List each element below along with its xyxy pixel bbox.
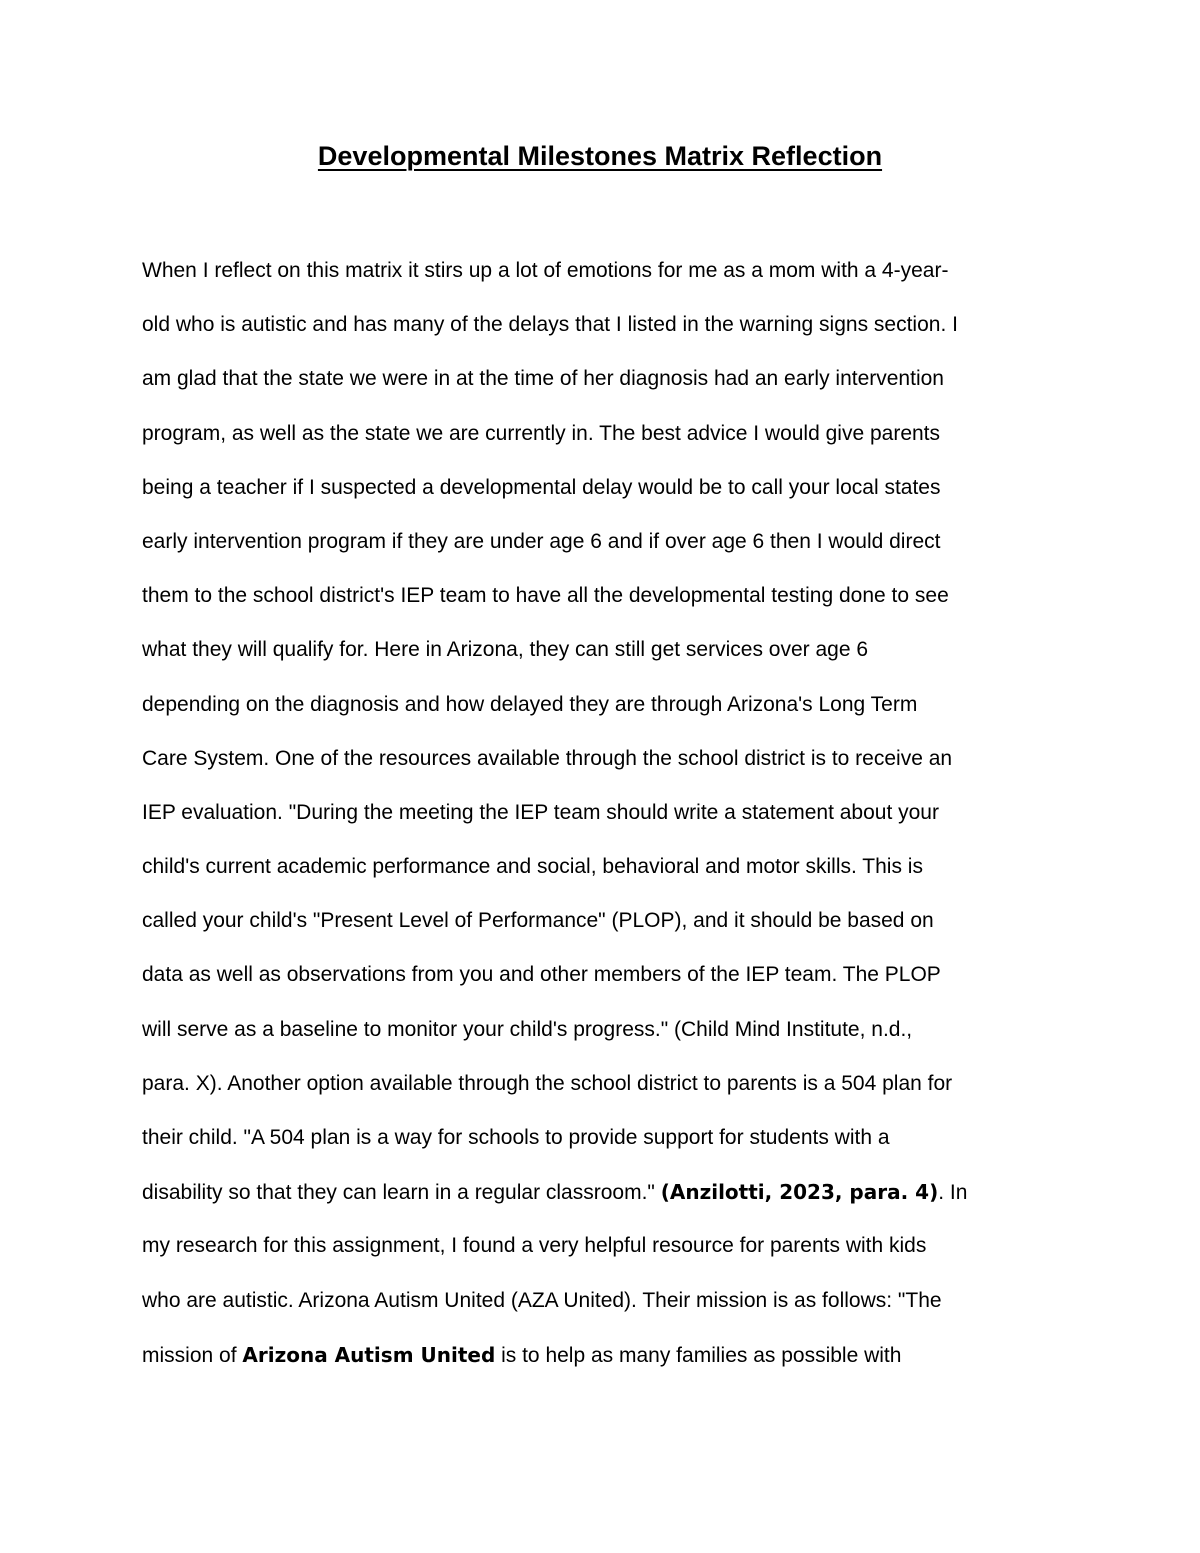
line-text-before-org: mission of (142, 1343, 243, 1367)
body-line: para. X). Another option available through the school district to parents is a 504 plan for (142, 1071, 953, 1095)
line-text-before-citation: disability so that they can learn in a regular classroom." (142, 1181, 661, 1205)
body-line: what they will qualify for. Here in Arizona, they can still get services over age 6 (142, 638, 869, 662)
document-body (142, 253, 1072, 1391)
body-line: child's current academic performance and social, behavioral and motor skills. This is (142, 855, 923, 879)
document-title: Developmental Milestones Matrix Reflection (317, 141, 883, 171)
citation-anzilotti: (Anzilotti, 2023, para. 4) (660, 1180, 939, 1205)
body-line: old who is autistic and has many of the delays that I listed in the warning signs section. I (142, 313, 958, 337)
body-line: program, as well as the state we are currently in. The best advice I would give parents (142, 421, 941, 445)
body-line-with-citation (142, 1174, 1072, 1228)
body-line: early intervention program if they are under age 6 and if over age 6 then I would direct (142, 529, 941, 553)
line-text-after-citation: . In (938, 1181, 968, 1205)
body-line: my research for this assignment, I found a very helpful resource for parents with kids (142, 1234, 927, 1258)
body-line: called your child's "Present Level of Performance" (PLOP), and it should be based on (142, 909, 934, 933)
org-name-bold: Arizona Autism United (242, 1342, 496, 1367)
body-line: them to the school district's IEP team to have all the developmental testing done to see (142, 584, 949, 608)
body-line: will serve as a baseline to monitor your child's progress." (Child Mind Institute, n.d., (142, 1017, 913, 1041)
body-line: am glad that the state we were in at the time of her diagnosis had an early intervention (142, 367, 944, 391)
body-line: When I reflect on this matrix it stirs up a lot of emotions for me as a mom with a 4-year- (142, 259, 949, 282)
body-line: depending on the diagnosis and how delayed they are through Arizona's Long Term (142, 692, 918, 716)
body-line: who are autistic. Arizona Autism United (AZA United). Their mission is as follows: "The (142, 1288, 942, 1312)
body-line-with-org-name (142, 1337, 1072, 1391)
body-line: data as well as observations from you and other members of the IEP team. The PLOP (142, 963, 941, 987)
body-line: their child. "A 504 plan is a way for schools to provide support for students with a (142, 1126, 890, 1149)
body-line: being a teacher if I suspected a developmental delay would be to call your local states (142, 475, 941, 499)
line-text-after-org: is to help as many families as possible with (495, 1343, 902, 1367)
body-line: IEP evaluation. "During the meeting the IEP team should write a statement about your (142, 800, 939, 824)
body-line: Care System. One of the resources available through the school district is to receive an (142, 746, 953, 770)
